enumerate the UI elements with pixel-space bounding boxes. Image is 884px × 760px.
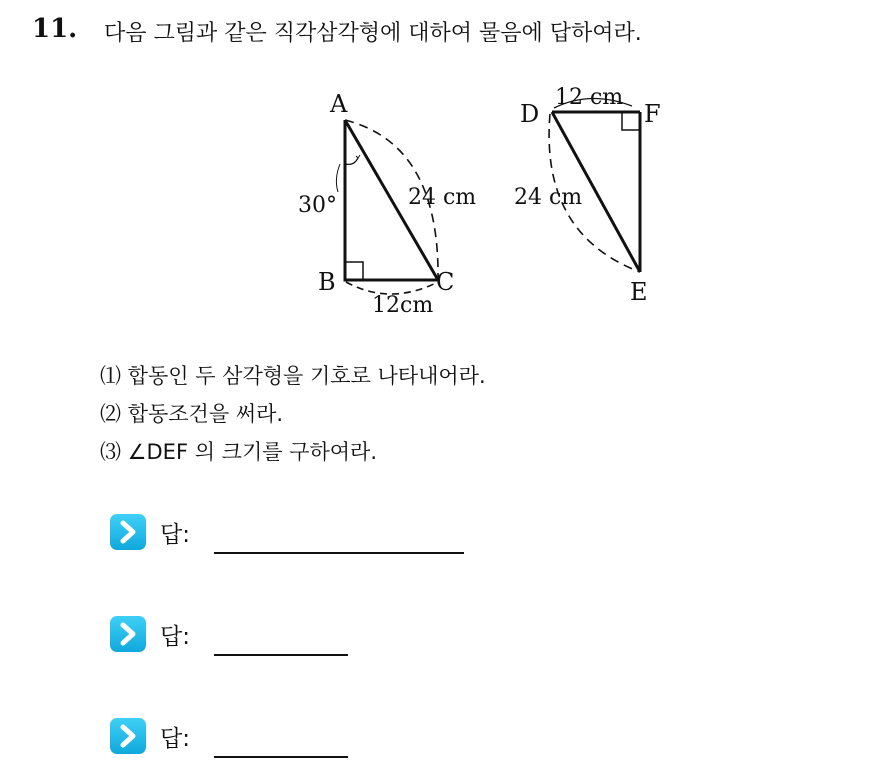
subquestion-2: ⑵ 합동조건을 써라. xyxy=(100,402,284,426)
vertex-c-label: C xyxy=(436,268,455,296)
hypotenuse-ac-label: 24 cm xyxy=(408,185,477,210)
hypotenuse-de-label: 24 cm xyxy=(514,185,583,210)
right-angle-marker-f xyxy=(622,112,640,130)
triangle-def xyxy=(514,85,661,306)
answer-input-2[interactable] xyxy=(214,654,348,656)
base-bc-label: 12cm xyxy=(372,293,434,318)
vertex-d-label: D xyxy=(520,100,540,128)
angle-arc-a xyxy=(345,158,358,164)
answer-input-1[interactable] xyxy=(214,552,464,554)
triangle-figure xyxy=(290,84,690,324)
triangle-abc xyxy=(298,90,476,318)
chevron-right-icon xyxy=(110,514,146,550)
answer-label: 답: xyxy=(160,624,190,650)
answer-label: 답: xyxy=(160,726,190,752)
right-angle-marker-b xyxy=(345,262,363,280)
side-df-label: 12 cm xyxy=(555,85,624,110)
vertex-a-label: A xyxy=(330,90,348,118)
question-text: 다음 그림과 같은 직각삼각형에 대하여 물음에 답하여라. xyxy=(104,21,642,46)
chevron-right-icon xyxy=(110,616,146,652)
vertex-b-label: B xyxy=(318,268,336,296)
angle-label: 30° xyxy=(298,193,337,218)
subquestion-3: ⑶ ∠DEF 의 크기를 구하여라. xyxy=(100,440,378,464)
answer-input-3[interactable] xyxy=(214,756,348,758)
vertex-e-label: E xyxy=(630,278,648,306)
question-number: 11. xyxy=(32,14,78,44)
answer-label: 답: xyxy=(160,522,190,548)
chevron-right-icon xyxy=(110,718,146,754)
subquestion-1: ⑴ 합동인 두 삼각형을 기호로 나타내어라. xyxy=(100,364,486,388)
vertex-f-label: F xyxy=(644,100,661,128)
